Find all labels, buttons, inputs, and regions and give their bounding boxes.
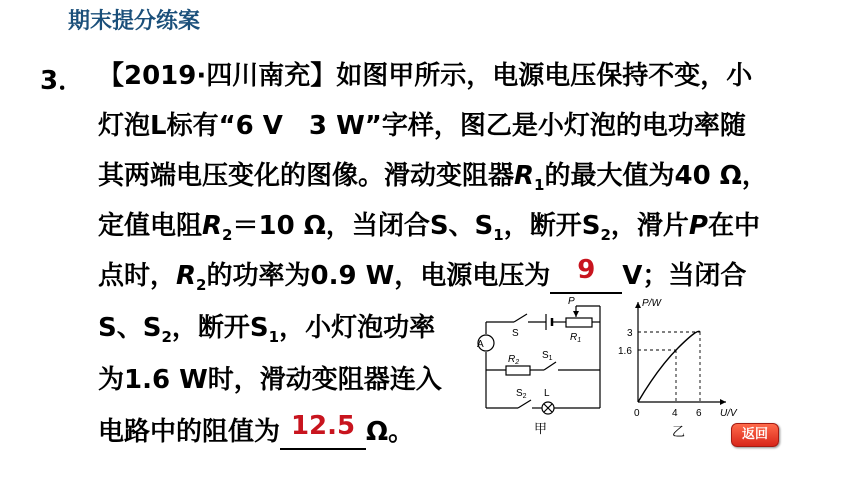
line5-b: 的功率为0.9 W，电源电压为 [206, 261, 551, 291]
x-tick-6: 6 [696, 408, 702, 419]
r2-symbol-2: R [176, 261, 197, 291]
page-header-title: 期末提分练案 [68, 9, 201, 34]
question-line-4 [98, 210, 760, 251]
r2-subscript-2: 2 [196, 276, 207, 295]
power-voltage-graph [614, 296, 744, 446]
resistor-r2-label: $R_2$ [508, 354, 520, 366]
question-line-8 [98, 411, 415, 450]
x-tick-4: 4 [672, 408, 678, 419]
line8-text: 电路中的阻值为 [98, 417, 281, 447]
line4-b: ＝10 Ω，当闭合S、S [232, 211, 494, 241]
r1-symbol: R [514, 161, 535, 191]
question-line-1: 【2019·四川南充】如图甲所示，电源电压保持不变，小 [98, 61, 753, 91]
slider-label-p: P [568, 296, 575, 307]
line3-text: 其两端电压变化的图像。滑动变阻器 [98, 161, 515, 191]
question-line-7: 为1.6 W时，滑动变阻器连入 [98, 365, 442, 395]
s1-subscript-2: 1 [268, 328, 280, 347]
r2-symbol: R [202, 211, 223, 241]
rheostat-label: $R_1$ [570, 332, 582, 344]
s2-subscript: 2 [600, 226, 611, 245]
question-number: 3． [40, 66, 85, 96]
line4-d: ，滑片 [610, 211, 689, 241]
question-line-2: 灯泡L标有“6 V 3 W”字样，图乙是小灯泡的电功率随 [98, 111, 746, 141]
line5-c: V；当闭合 [622, 261, 747, 291]
line4-c: ，断开S [503, 211, 601, 241]
p-symbol: P [688, 211, 708, 241]
question-line-6 [98, 312, 435, 353]
switch-s1-label: $S_1$ [542, 350, 553, 362]
answer-blank-2 [280, 411, 366, 450]
line8-end: Ω。 [366, 417, 415, 447]
graph-caption: 乙 [672, 424, 686, 439]
y-tick-1-6: 1.6 [618, 346, 632, 357]
switch-s2-label: $S_2$ [516, 388, 527, 400]
back-button[interactable]: 返回 [731, 423, 779, 447]
y-tick-3: 3 [627, 328, 633, 339]
s2-subscript-2: 2 [161, 328, 172, 347]
r2-subscript: 2 [222, 226, 233, 245]
question-line-3 [98, 160, 768, 201]
answer-1: 9 [577, 255, 596, 285]
line4-a: 定值电阻 [98, 211, 203, 241]
x-tick-0: 0 [634, 408, 640, 419]
power-curve [638, 331, 700, 402]
r1-subscript: 1 [534, 176, 545, 195]
question-line-5 [98, 255, 747, 301]
answer-blank-1 [550, 255, 622, 294]
circuit-diagram [462, 296, 612, 446]
circuit-caption: 甲 [534, 421, 548, 436]
line4-e: 在中 [707, 211, 760, 241]
line6-a: S、S [98, 313, 162, 343]
lamp-label: L [544, 388, 550, 399]
switch-label-s: S [512, 328, 519, 339]
line5-a: 点时， [98, 261, 177, 291]
s1-subscript: 1 [493, 226, 504, 245]
answer-2: 12.5 [290, 411, 356, 441]
line6-b: ，断开S [171, 313, 269, 343]
x-axis-label: U/V [720, 408, 737, 419]
ammeter-label: A [477, 339, 484, 350]
line3-end: 的最大值为40 Ω， [544, 161, 768, 191]
y-axis-label: P/W [642, 298, 661, 309]
line6-c: ，小灯泡功率 [279, 313, 436, 343]
